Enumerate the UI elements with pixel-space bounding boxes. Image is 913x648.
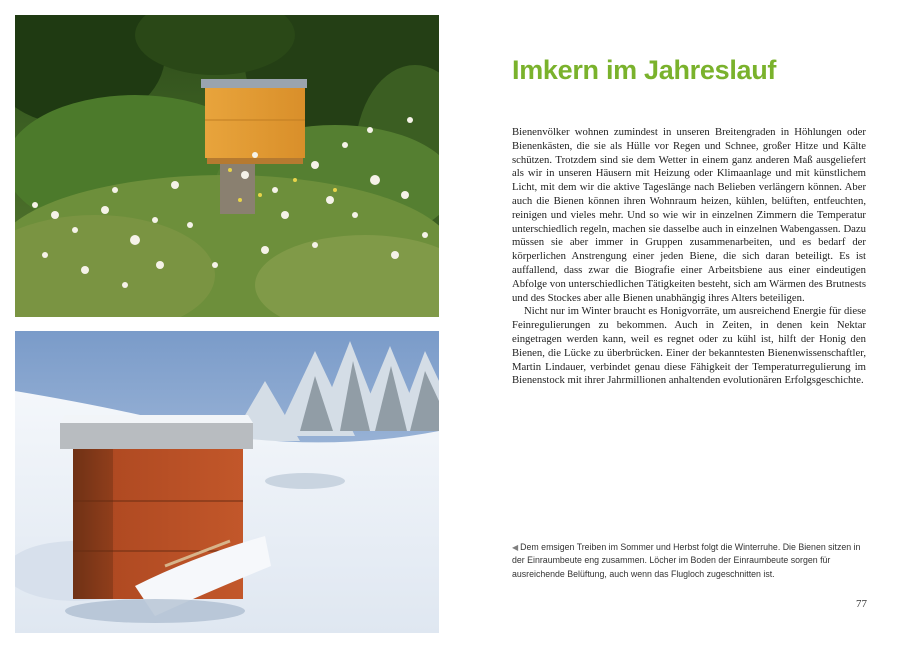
caption-text: Dem emsigen Treiben im Sommer und Herbst folgt die Winterruhe. Die Bienen sitzen in der Einraumbeute eng zusammen. Löcher im Boden der Einraumbeute sorgen für ausreichende Belüftung, auch wenn das Flugloch zugeschnitten ist.	[512, 542, 861, 579]
body-text	[512, 126, 866, 388]
photo-summer-beehive-meadow	[15, 15, 439, 317]
photo-caption	[512, 541, 866, 581]
paragraph-2: Nicht nur im Winter braucht es Honigvorräte, um ausreichend Energie für diese Feinregulierungen zu bekommen. Auch in Zeiten, in denen kein Nektar eingetragen werden kann, weil es regnet oder zu kühl ist, hilft der Honig den Bienen, die Lücke zu überbrücken. Einer der bekanntesten Bienenwissenschaftler, Martin Lindauer, verbindet genau diese Fähigkeit der Temperaturregulierung im Bienenstock mit ihrer Jahrmillionen anhaltenden evolutionären Erfolgsgeschichte.	[512, 305, 866, 387]
photo-winter-beehive-snow	[15, 331, 439, 633]
left-triangle-icon: ◀	[512, 543, 519, 552]
paragraph-1: Bienenvölker wohnen zumindest in unseren Breitengraden in Höhlungen oder Bienenkästen, die sie als Hülle vor Regen und Schnee, großer Hitze und Kälte schützen. Trotzdem sind sie dem Wetter in einem ganz anderen Maß ausgeliefert als wir in unseren Häusern mit Heizung oder Klimaanlage und mit künstlichem Licht, mit dem wir die aktive Tageslänge nach Belieben verlängern können. Aber auch die Bienen können ihren Wohnraum heizen, kühlen, belüften, entfeuchten, reinigen und vieles mehr. Und so wie wir in einzelnen Zimmern die Temperatur unterschiedlich regeln, machen sie dasselbe auch in einzelnen Wabengassen. Dazu müssen sie aber immer in Gruppen zusammenarbeiten, und es bedarf der körperlichen Anstrengung einer jeden Biene, die sich daran beteiligt. Es ist auffallend, dass zwar die Biografie einer Arbeitsbiene aus einer eindeutigen Abfolge von unterschiedlichen Tätigkeiten besteht, sich am Wärmen des Brutnests und des Stockes aber alle Bienen unabhängig ihres Alters beteiligen.	[512, 126, 866, 304]
page-title: Imkern im Jahreslauf	[512, 55, 777, 85]
page-number: 77	[856, 598, 867, 610]
